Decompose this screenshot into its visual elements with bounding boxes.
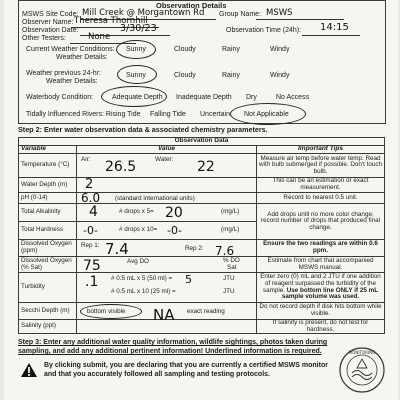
step2-heading: Step 2: Enter water observation data & associated chemistry parameters. — [18, 125, 268, 134]
drops-tip: Add drops until no more color change; record number of drops that produced final change. — [257, 204, 385, 240]
turbidity-formula1: # 0.5 mL x 5 (50 ml) = — [111, 275, 173, 282]
current-weather-label: Current Weather Conditions: — [26, 46, 115, 53]
ph-label: pH (0-14) — [19, 193, 77, 204]
warning-text: By clicking submit, you are declaring that you are currently a certified MSWS monitor and that you accurately followed all sampling and testing protocols. — [44, 362, 328, 379]
waterbody-selection-circle — [101, 86, 167, 107]
turbidity-tip: Enter zero (0) mL and 2 JTU if one addition of reagent surpassed the turbidity of the sample. — [260, 273, 381, 294]
previous-weather-option-windy[interactable]: Windy — [270, 72, 290, 79]
water-depth-cell — [77, 178, 257, 193]
do-rep1-value[interactable]: 7.4 — [105, 240, 129, 258]
tidal-selection-circle — [230, 103, 306, 125]
waterbody-option-adequate[interactable]: Adequate Depth — [112, 94, 163, 101]
turbidity-formula2: # 0.5 mL x 10 (25 ml) = — [111, 288, 176, 295]
do-sat-unit-top: % DO — [223, 257, 240, 264]
salinity-label: Salinity (ppt) — [19, 320, 77, 334]
table-row — [19, 154, 385, 178]
temperature-air-label: Air: — [81, 156, 91, 163]
step3-text: Step 3: Enter any additional water quality information, wildlife sightings, photos taken during sampling, and add any additional pertinent information! Underlined information is required. — [18, 339, 328, 356]
table-row — [19, 257, 385, 273]
tidal-option-falling[interactable]: Falling Tide — [150, 111, 186, 118]
table-row — [19, 303, 385, 320]
waterbody-option-dry[interactable]: Dry — [246, 94, 257, 101]
previous-weather-label: Weather previous 24-hr: — [26, 70, 101, 77]
do-sat-value[interactable]: 75 — [83, 258, 101, 274]
observer-name-label: Observer Name: — [22, 19, 74, 26]
observation-time-value[interactable]: 14:15 — [320, 22, 349, 33]
turbidity-cell — [77, 273, 257, 303]
temperature-tip: Measure air temp before water temp. Read with bulb submerged if possible. Don't touch bulb. — [257, 154, 385, 178]
seal-text: MONITORING — [348, 350, 376, 355]
observation-data-table — [18, 137, 385, 334]
current-weather-option-rainy[interactable]: Rainy — [222, 46, 240, 53]
tidal-option-uncertain[interactable]: Uncertain — [200, 111, 230, 118]
observation-time-line — [302, 35, 360, 36]
hardness-reading[interactable]: -0- — [83, 224, 98, 237]
waterbody-option-no-access[interactable]: No Access — [276, 94, 310, 101]
water-depth-tip: This can be an estimation or exact measurement. — [257, 178, 385, 193]
data-sheet — [4, 0, 398, 400]
col-header-tips: Important Tips — [257, 146, 385, 154]
temperature-label: Temperature (°C) — [19, 154, 77, 178]
alkalinity-formula: # drops x 5= — [119, 208, 154, 215]
previous-weather-option-cloudy[interactable]: Cloudy — [174, 72, 196, 79]
hardness-cell — [77, 222, 257, 240]
site-code-label: MSWS Site Code: — [22, 11, 79, 18]
do-rep2-label: Rep 2: — [185, 245, 204, 252]
temperature-water-value[interactable]: 22 — [197, 159, 215, 175]
tidal-label: Tidally Influenced Rivers: Rising Tide — [26, 111, 141, 118]
current-weather-option-sunny[interactable]: Sunny — [126, 46, 146, 53]
observation-date-value[interactable]: 3/30/23 — [120, 23, 157, 34]
observer-name-value[interactable]: Theresa Thornhill — [74, 16, 148, 26]
hardness-formula: # drops x 10= — [119, 226, 158, 233]
current-weather-details-label: Weather Details: — [56, 54, 108, 61]
waterbody-condition-label: Waterbody Condition: — [26, 94, 94, 101]
alkalinity-cell — [77, 204, 257, 222]
temperature-air-value[interactable]: 26.5 — [105, 159, 137, 175]
table-row — [19, 193, 385, 204]
temperature-water-label: Water: — [155, 156, 174, 163]
turbidity-tip-cell — [257, 273, 385, 303]
salinity-tip: If salinity is present, do not test for hardness. — [257, 320, 385, 334]
ph-value[interactable]: 6.0 — [81, 191, 101, 205]
alkalinity-reading[interactable]: 4 — [89, 204, 98, 220]
do-ppm-cell — [77, 240, 257, 257]
alkalinity-label: Total Alkalinity — [19, 204, 77, 222]
table-row — [19, 320, 385, 334]
do-rep1-label: Rep 1: — [81, 242, 100, 249]
current-weather-option-cloudy[interactable]: Cloudy — [174, 46, 196, 53]
current-weather-selection-circle — [116, 40, 156, 59]
ph-unit: (standard international units) — [115, 195, 195, 202]
col-header-variable: Variable — [19, 146, 77, 154]
turbidity-unit: JTU — [223, 275, 235, 282]
secchi-tip: Do not record depth if disk hits bottom while visible. — [257, 303, 385, 320]
group-name-line — [256, 19, 344, 20]
observation-time-label: Observation Time (24h): — [226, 27, 302, 34]
alkalinity-result[interactable]: 20 — [165, 205, 183, 221]
turbidity-tip-bold: Use bottom line ONLY if 25 mL sample volume was used. — [281, 286, 379, 301]
water-depth-label: Water Depth (m) — [19, 178, 77, 193]
previous-weather-details-label: Weather Details: — [46, 78, 98, 85]
alkalinity-unit: (mg/L) — [221, 208, 240, 215]
ph-cell — [77, 193, 257, 204]
group-name-label: Group Name: — [219, 11, 262, 18]
secchi-option-exact[interactable]: exact reading — [187, 308, 225, 315]
hardness-result[interactable]: -0- — [167, 224, 182, 237]
previous-weather-option-rainy[interactable]: Rainy — [222, 72, 240, 79]
turbidity-label: Turbidity — [19, 273, 77, 303]
observation-details-title: Observation Details — [156, 1, 227, 10]
turbidity-unit2: JTU — [223, 288, 235, 295]
table-row — [19, 240, 385, 257]
do-sat-unit-bottom: Sat — [227, 264, 237, 271]
do-sat-avg-label: Avg DO — [127, 258, 149, 265]
other-testers-label: Other Testers: — [22, 35, 66, 42]
waterbody-option-inadequate[interactable]: Inadequate Depth — [176, 94, 232, 101]
group-name-value[interactable]: MSWS — [266, 8, 293, 18]
temperature-cell — [77, 154, 257, 178]
table-row — [19, 178, 385, 193]
table-row — [19, 273, 385, 303]
turbidity-reading[interactable]: .1 — [85, 274, 99, 290]
do-ppm-tip: Ensure the two readings are within 0.6 ppm. — [257, 240, 385, 257]
do-sat-cell — [77, 257, 257, 273]
salinity-value[interactable]: NA — [153, 306, 175, 324]
secchi-option-bottom-visible[interactable]: bottom visible — [87, 308, 126, 315]
do-ppm-label: Dissolved Oxygen (ppm) — [19, 240, 77, 257]
msws-seal — [338, 346, 386, 394]
previous-weather-option-sunny[interactable]: Sunny — [126, 72, 146, 79]
water-depth-value[interactable]: 2 — [85, 177, 94, 192]
tidal-option-not-applicable[interactable]: Not Applicable — [244, 111, 289, 118]
hardness-unit: (mg/L) — [221, 226, 240, 233]
turbidity-result[interactable]: 5 — [185, 273, 192, 286]
do-sat-label: Dissolved Oxygen (% Sat) — [19, 257, 77, 273]
ph-tip: Record to nearest 0.5 unit. — [257, 193, 385, 204]
do-rep2-value[interactable]: 7.6 — [215, 244, 235, 258]
secchi-selection-circle — [80, 304, 142, 319]
table-row — [19, 204, 385, 222]
previous-weather-selection-circle — [117, 65, 157, 84]
site-code-value[interactable]: Mill Creek @ Morgantown Rd — [82, 8, 205, 18]
do-sat-tip: Estimate from chart that accompanied MSWS manual. — [257, 257, 385, 273]
observation-date-label: Observation Date: — [22, 27, 79, 34]
table-title: Observation Data — [19, 138, 385, 146]
current-weather-option-windy[interactable]: Windy — [270, 46, 290, 53]
warning-icon — [20, 362, 38, 378]
secchi-label: Secchi Depth (m) — [19, 303, 77, 320]
other-testers-value[interactable]: None — [88, 32, 111, 42]
hardness-label: Total Hardness — [19, 222, 77, 240]
col-header-value: Value — [77, 146, 257, 154]
